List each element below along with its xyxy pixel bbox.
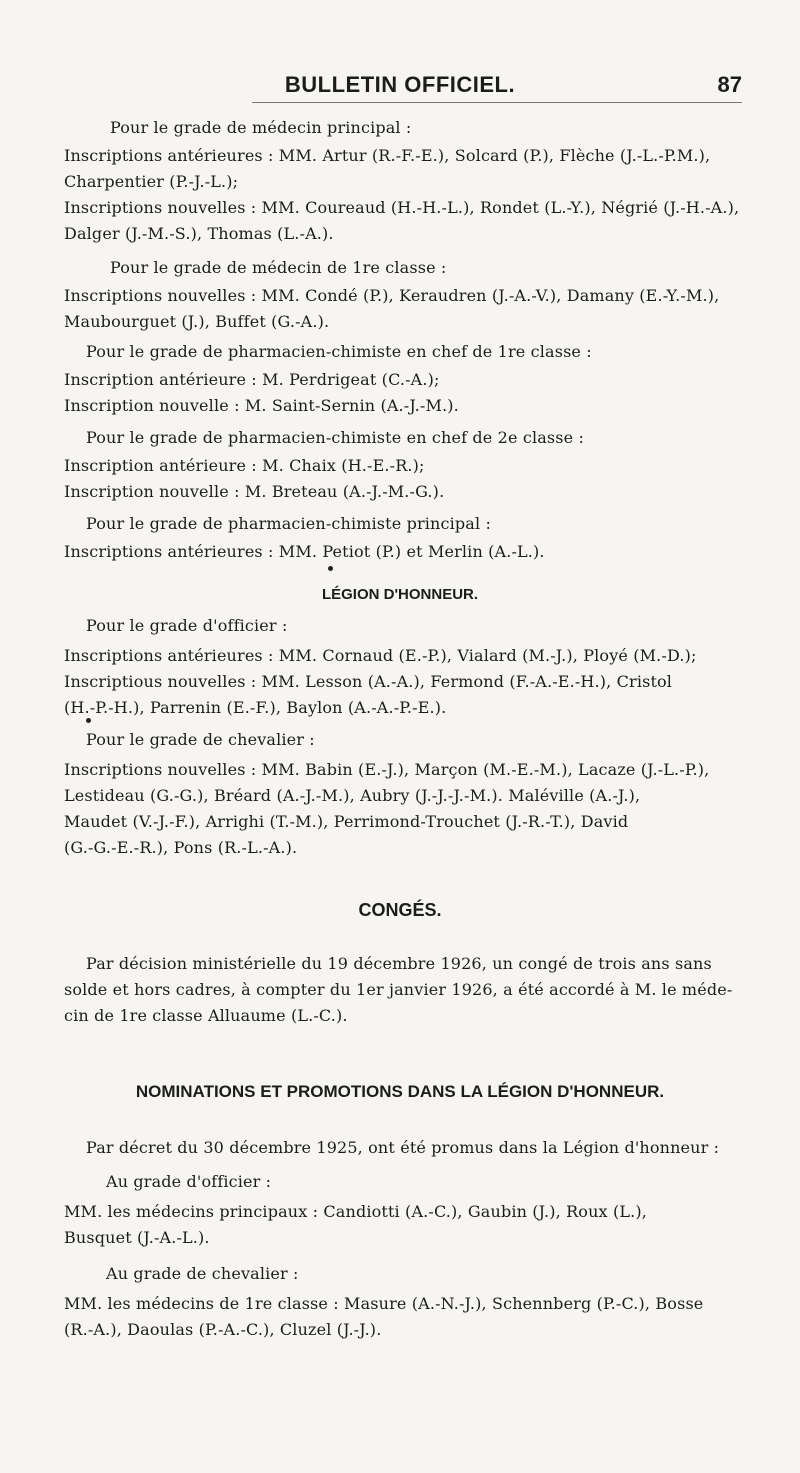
text-line: Inscription antérieure : M. Perdrigeat (C.-A.); xyxy=(64,370,440,389)
text-line: (G.-G.-E.-R.), Pons (R.-L.-A.). xyxy=(64,838,298,857)
text-line: Pour le grade de médecin principal : xyxy=(110,118,412,137)
text-line: Inscription nouvelle : M. Breteau (A.-J.-M.-G.). xyxy=(64,482,445,501)
text-line: Inscriptions antérieures : MM. Petiot (P.) et Merlin (A.-L.). xyxy=(64,542,545,561)
page-number: 87 xyxy=(717,72,742,97)
text-line: Inscriptions antérieures : MM. Cornaud (E.-P.), Vialard (M.-J.), Ployé (M.-D.); xyxy=(64,646,697,665)
text-line: Maubourguet (J.), Buffet (G.-A.). xyxy=(64,312,330,331)
text-line: cin de 1re classe Alluaume (L.-C.). xyxy=(64,1006,348,1025)
text-line: (H.-P.-H.), Parrenin (E.-F.), Baylon (A.-A.-P.-E.). xyxy=(64,698,447,717)
header-rule xyxy=(252,102,742,103)
text-line: Inscription antérieure : M. Chaix (H.-E.-R.); xyxy=(64,456,425,475)
section-heading-nominations: NOMINATIONS ET PROMOTIONS DANS LA LÉGION D'HONNEUR. xyxy=(135,1082,665,1101)
text-line: Inscriptious nouvelles : MM. Lesson (A.-A.), Fermond (F.-A.-E.-H.), Cristol xyxy=(64,672,673,691)
text-line: Par décret du 30 décembre 1925, ont été promus dans la Légion d'honneur : xyxy=(86,1138,720,1157)
text-line: solde et hors cadres, à compter du 1er janvier 1926, a été accordé à M. le méde- xyxy=(64,980,733,999)
ink-dot xyxy=(328,566,333,571)
text-line: Inscription nouvelle : M. Saint-Sernin (A.-J.-M.). xyxy=(64,396,459,415)
text-line: Pour le grade de chevalier : xyxy=(86,730,315,749)
section-heading-legion-honneur: LÉGION D'HONNEUR. xyxy=(321,586,479,603)
text-line: Pour le grade de médecin de 1re classe : xyxy=(110,258,447,277)
running-header-title: BULLETIN OFFICIEL. xyxy=(284,72,516,97)
section-heading-conges: CONGÉS. xyxy=(358,900,442,920)
ink-dot xyxy=(86,718,91,723)
text-line: MM. les médecins de 1re classe : Masure (A.-N.-J.), Schennberg (P.-C.), Bosse xyxy=(64,1294,704,1313)
text-line: (R.-A.), Daoulas (P.-A.-C.), Cluzel (J.-J.). xyxy=(64,1320,382,1339)
text-line: Pour le grade d'officier : xyxy=(86,616,288,635)
text-line: Au grade d'officier : xyxy=(106,1172,272,1191)
text-line: Maudet (V.-J.-F.), Arrighi (T.-M.), Perrimond-Trouchet (J.-R.-T.), David xyxy=(64,812,629,831)
text-line: Pour le grade de pharmacien-chimiste en chef de 1re classe : xyxy=(86,342,592,361)
text-line: Inscriptions nouvelles : MM. Condé (P.), Keraudren (J.-A.-V.), Damany (E.-Y.-M.), xyxy=(64,286,720,305)
text-line: Inscriptions nouvelles : MM. Coureaud (H.-H.-L.), Rondet (L.-Y.), Négrié (J.-H.-A.), xyxy=(64,198,740,217)
text-line: Pour le grade de pharmacien-chimiste en chef de 2e classe : xyxy=(86,428,585,447)
text-line: MM. les médecins principaux : Candiotti (A.-C.), Gaubin (J.), Roux (L.), xyxy=(64,1202,647,1221)
text-line: Inscriptions nouvelles : MM. Babin (E.-J.), Marçon (M.-E.-M.), Lacaze (J.-L.-P.), xyxy=(64,760,710,779)
text-line: Lestideau (G.-G.), Bréard (A.-J.-M.), Aubry (J.-J.-J.-M.). Maléville (A.-J.), xyxy=(64,786,641,805)
text-line: Au grade de chevalier : xyxy=(106,1264,299,1283)
text-line: Dalger (J.-M.-S.), Thomas (L.-A.). xyxy=(64,224,334,243)
text-line: Inscriptions antérieures : MM. Artur (R.-F.-E.), Solcard (P.), Flèche (J.-L.-P.M.), xyxy=(64,146,711,165)
text-line: Charpentier (P.-J.-L.); xyxy=(64,172,239,191)
text-line: Pour le grade de pharmacien-chimiste principal : xyxy=(86,514,492,533)
text-line: Par décision ministérielle du 19 décembre 1926, un congé de trois ans sans xyxy=(86,954,712,973)
text-line: Busquet (J.-A.-L.). xyxy=(64,1228,210,1247)
